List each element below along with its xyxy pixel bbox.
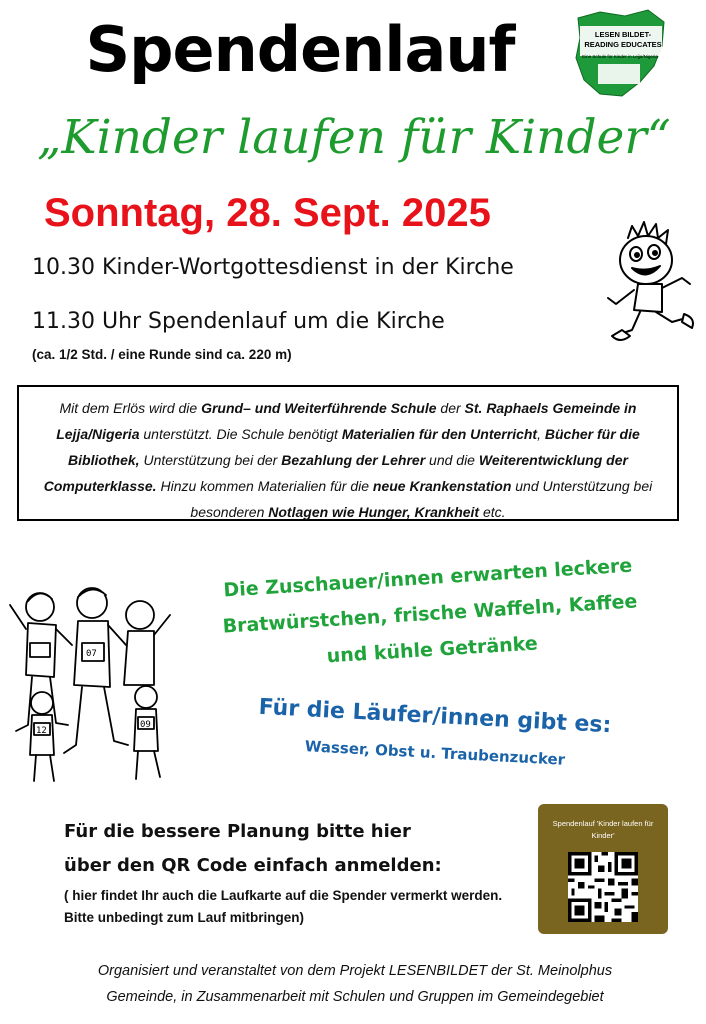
logo-line2: READING EDUCATES: [584, 40, 662, 49]
info-emphasis: Weiterentwicklung der Computerklasse.: [43, 452, 628, 494]
info-emphasis: Grund– und Weiterführende Schule: [201, 400, 437, 416]
subtitle: „Kinder laufen für Kinder“: [37, 110, 671, 165]
schedule-note: (ca. 1/2 Std. / eine Runde sind ca. 220 m): [32, 347, 292, 362]
info-emphasis: Materialien für den Unterricht: [341, 426, 538, 442]
info-text: und die: [425, 452, 479, 468]
info-emphasis: Notlagen wie Hunger, Krankheit: [268, 504, 480, 520]
footer-line: Organisiert und veranstaltet von dem Projekt LESENBILDET der St. Meinolphus: [97, 963, 613, 979]
registration-line: über den QR Code einfach anmelden:: [64, 855, 442, 876]
spectators-line: Die Zuschauer/innen erwarten leckere: [222, 554, 633, 602]
spectators-offer: [207, 547, 653, 682]
info-text: unterstützt. Die Schule benötigt: [139, 426, 342, 442]
svg-text:07: 07: [86, 649, 97, 659]
logo-subtext: Eine Schule für Kinder in Lejja/Nigeria: [582, 54, 658, 59]
footer-line: Gemeinde, in Zusammenarbeit mit Schulen und Gruppen im Gemeindegebiet: [106, 989, 604, 1005]
runners-heading: Für die Läufer/innen gibt es:: [258, 694, 612, 739]
logo-line1: LESEN BILDET-: [594, 30, 652, 39]
page-title: Spendenlauf: [85, 13, 515, 86]
spectators-line: und kühle Getränke: [326, 632, 539, 668]
qr-card-title: Spendenlauf 'Kinder laufen für Kinder': [552, 819, 654, 840]
info-text: ,: [537, 426, 545, 442]
info-emphasis: neue Krankenstation: [372, 478, 512, 494]
project-info-box: [17, 385, 679, 521]
info-emphasis: Bezahlung der Lehrer: [281, 452, 426, 468]
qr-code-icon[interactable]: [568, 852, 638, 922]
svg-text:09: 09: [140, 720, 151, 730]
logo-text: [578, 30, 668, 50]
spectators-line: Bratwürstchen, frische Waffeln, Kaffee: [222, 590, 638, 638]
svg-text:12: 12: [36, 726, 47, 736]
runners-items: Wasser, Obst u. Traubenzucker: [304, 737, 566, 769]
footer-organizer: [30, 958, 680, 1010]
info-text: der: [436, 400, 465, 416]
info-text: und Unterstützung bei besonderen: [190, 478, 653, 520]
info-text: Mit dem Erlös wird die: [59, 400, 202, 416]
registration-line: Für die bessere Planung bitte hier: [64, 821, 411, 842]
info-emphasis: St. Raphaels Gemeinde in Lejja/Nigeria: [56, 400, 637, 442]
running-boy-illustration: [598, 218, 700, 350]
info-text: Unterstützung bei der: [139, 452, 282, 468]
schedule-item-service: 10.30 Kinder-Wortgottesdienst in der Kirche: [32, 255, 514, 280]
registration-note: ( hier findet Ihr auch die Laufkarte auf die Spender vermerkt werden. Bitte unbedingt zum Lauf mitbringen): [64, 888, 503, 925]
schedule-item-run: 11.30 Uhr Spendenlauf um die Kirche: [32, 309, 445, 334]
info-text: Hinzu kommen Materialien für die: [156, 478, 373, 494]
running-kids-illustration: [6, 585, 176, 785]
info-text: etc.: [479, 504, 506, 520]
qr-card[interactable]: [538, 804, 668, 934]
info-emphasis: Bücher für die Bibliothek,: [68, 426, 640, 468]
event-date: Sonntag, 28. Sept. 2025: [44, 191, 491, 235]
registration-text: [64, 815, 514, 883]
